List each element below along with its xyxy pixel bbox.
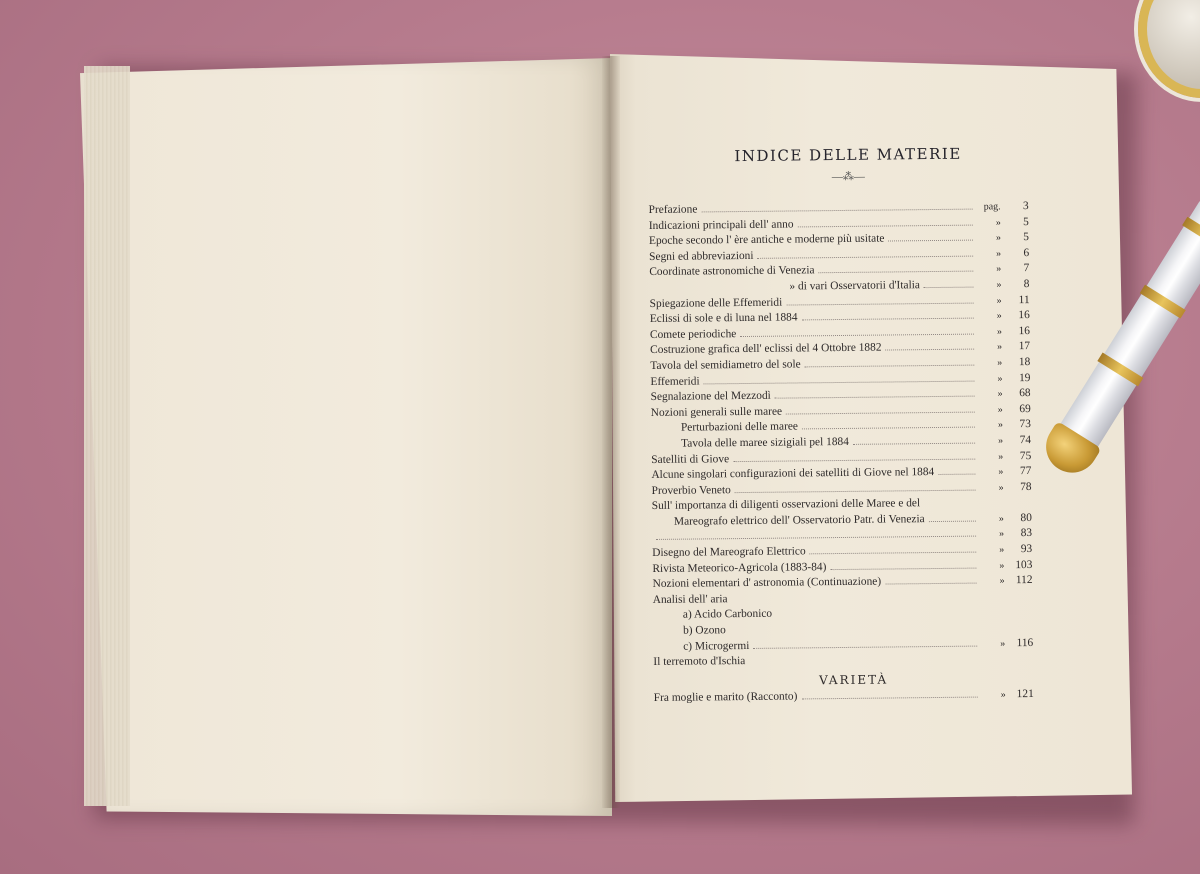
dot-leader <box>740 325 974 336</box>
toc-page-prefix: » <box>995 216 1001 228</box>
section-heading-varieta: VARIETÀ <box>818 672 889 688</box>
toc-entry-label: Alcune singolari configurazioni dei satelliti di Giove nel 1884 <box>651 466 935 482</box>
toc-entry-label: Comete periodiche <box>649 327 737 341</box>
toc-page-prefix: » <box>998 513 1004 525</box>
toc-page-number: 17 <box>1018 340 1031 353</box>
toc-page-prefix: pag. <box>983 201 1001 213</box>
dot-leader <box>924 279 974 289</box>
dot-leader <box>656 528 976 540</box>
toc-entry-label: Tavola del semidiametro del sole <box>650 358 801 372</box>
dot-leader <box>775 388 975 399</box>
toc-list <box>649 199 1034 671</box>
toc-entry-label: Fra moglie e marito (Racconto) <box>653 690 798 704</box>
toc-page-number: 19 <box>1018 371 1031 384</box>
toc-entry-label: Rivista Meteorico-Agricola (1883-84) <box>652 560 827 575</box>
toc-entry-label: Perturbazioni delle maree <box>680 420 799 434</box>
dot-leader <box>885 575 977 585</box>
dot-leader <box>938 466 975 475</box>
toc-row <box>654 687 1034 707</box>
dot-leader <box>802 419 975 430</box>
toc-entry-label: Spiegazione delle Effemeridi <box>649 296 783 310</box>
toc-page-prefix: » <box>996 279 1002 291</box>
toc-page-prefix: » <box>999 528 1005 540</box>
dot-leader <box>753 637 977 648</box>
toc-page-prefix: » <box>999 575 1005 587</box>
toc-page-prefix: » <box>997 388 1003 400</box>
dot-leader <box>885 341 974 351</box>
toc-page-prefix: » <box>997 404 1003 416</box>
page-title: INDICE DELLE MATERIE <box>734 144 962 166</box>
toc-page-prefix: » <box>999 559 1005 571</box>
toc-page-number: 121 <box>1016 687 1034 700</box>
toc-page-number: 75 <box>1019 449 1032 462</box>
dot-leader <box>801 310 973 321</box>
toc-page-number: 80 <box>1020 511 1032 524</box>
toc-entry-label: Eclissi di sole e di luna nel 1884 <box>649 311 798 326</box>
toc-page-prefix: » <box>1000 689 1006 701</box>
toc-entry-label: Mareografo elettrico dell' Osservatorio Patr. di Venezia <box>673 512 925 528</box>
toc-page-number: 3 <box>1022 200 1029 213</box>
toc-page-number: 16 <box>1018 309 1030 322</box>
toc-page-number: 83 <box>1020 527 1033 540</box>
dot-leader <box>735 481 976 493</box>
toc-entry-label: Coordinate astronomiche di Venezia <box>649 264 815 279</box>
dot-leader <box>733 450 975 462</box>
toc-page-number: 78 <box>1020 480 1032 493</box>
toc-page-number: 8 <box>1023 277 1030 291</box>
toc-entry-label: a) Acido Carbonico <box>682 608 773 622</box>
dot-leader <box>801 688 977 699</box>
toc-page-prefix: » <box>996 326 1002 338</box>
toc-row <box>653 651 1033 671</box>
dot-leader <box>704 372 975 384</box>
index-content <box>648 144 1034 728</box>
toc-entry-label: Disegno del Mareografo Elettrico <box>652 545 806 560</box>
toc-entry-label: Effemeridi <box>650 375 700 388</box>
toc-entry-label: Tavola delle maree sizigiali pel 1884 <box>681 435 849 450</box>
book-gutter <box>602 56 620 808</box>
toc-page-number: 5 <box>1023 215 1029 228</box>
dot-leader <box>810 544 977 555</box>
toc-page-prefix: » <box>995 232 1002 244</box>
toc-entry-label: b) Ozono <box>682 624 726 637</box>
toc-page-number: 18 <box>1018 355 1031 369</box>
toc-page-prefix: » <box>997 341 1003 353</box>
toc-page-prefix: » <box>997 357 1003 369</box>
title-ornament: —⁂— <box>831 170 865 184</box>
dot-leader <box>757 247 973 258</box>
toc-page-number: 5 <box>1023 231 1030 244</box>
toc-page-prefix: » <box>998 466 1004 478</box>
toc-entry-label: Satelliti di Giove <box>651 452 730 466</box>
toc-page-prefix: » <box>1000 637 1006 649</box>
toc-page-number: 6 <box>1023 246 1030 259</box>
toc-entry-label: c) Microgermi <box>683 639 750 653</box>
toc-page-prefix: » <box>996 263 1002 275</box>
page-edges <box>84 66 130 806</box>
dot-leader <box>786 294 973 305</box>
toc-entry-label: Segnalazione del Mezzodì <box>650 389 771 404</box>
dot-leader <box>805 357 975 368</box>
blank-left-page <box>80 58 612 816</box>
toc-entry-label: Costruzione grafica dell' eclissi del 4 Ottobre 1882 <box>650 341 882 357</box>
toc-entry-label: Il terremoto d'Ischia <box>653 655 746 669</box>
toc-page-prefix: » <box>998 435 1004 447</box>
dot-leader <box>830 559 976 570</box>
toc-entry-label: Indicazioni principali dell' anno <box>648 218 794 232</box>
toc-page-number: 7 <box>1023 262 1030 275</box>
toc-page-number: 16 <box>1018 324 1030 337</box>
toc-page-prefix: » <box>996 248 1002 260</box>
dot-leader <box>929 512 976 521</box>
toc-page-prefix: » <box>996 294 1002 306</box>
dot-leader <box>701 201 972 213</box>
toc-page-prefix: » <box>997 372 1003 384</box>
toc-page-number: 69 <box>1019 402 1031 415</box>
toc-page-prefix: » <box>997 419 1003 431</box>
dot-leader <box>818 263 973 274</box>
toc-entry-label: Sull' importanza di diligenti osservazioni delle Maree e del <box>651 497 921 513</box>
toc-entry-label: Epoche secondo l' ère antiche e moderne più usitate <box>648 232 885 248</box>
toc-page-number: 112 <box>1015 574 1033 587</box>
toc-entry-label: Nozioni generali sulle maree <box>650 405 783 419</box>
toc-page-prefix: » <box>998 481 1004 494</box>
dot-leader <box>786 403 975 414</box>
toc-entry-label: » di vari Osservatorii d'Italia <box>789 279 920 293</box>
toc-page-number: 93 <box>1020 543 1033 556</box>
toc-page-number: 11 <box>1018 293 1030 306</box>
dot-leader <box>797 216 972 227</box>
toc-entry-label: Prefazione <box>648 203 698 216</box>
toc-page-prefix: » <box>996 310 1002 322</box>
toc-page-number: 77 <box>1019 465 1032 478</box>
toc-page-number: 103 <box>1015 558 1033 571</box>
dot-leader <box>888 232 973 242</box>
toc-entry-label: Nozioni elementari d' astronomia (Continuazione) <box>652 575 882 591</box>
toc-page-number: 74 <box>1019 433 1032 447</box>
toc-entry-label: Analisi dell' aria <box>652 593 728 606</box>
toc-entry-label: Segni ed abbreviazioni <box>649 249 754 263</box>
toc-list-varieta <box>654 687 1034 707</box>
toc-page-prefix: » <box>999 544 1005 556</box>
dot-leader <box>853 434 975 444</box>
toc-page-number: 68 <box>1019 387 1031 400</box>
toc-page-number: 73 <box>1019 418 1031 431</box>
toc-page-number: 116 <box>1016 636 1034 649</box>
toc-entry-label: Proverbio Veneto <box>651 483 731 497</box>
toc-page-prefix: » <box>998 450 1004 462</box>
